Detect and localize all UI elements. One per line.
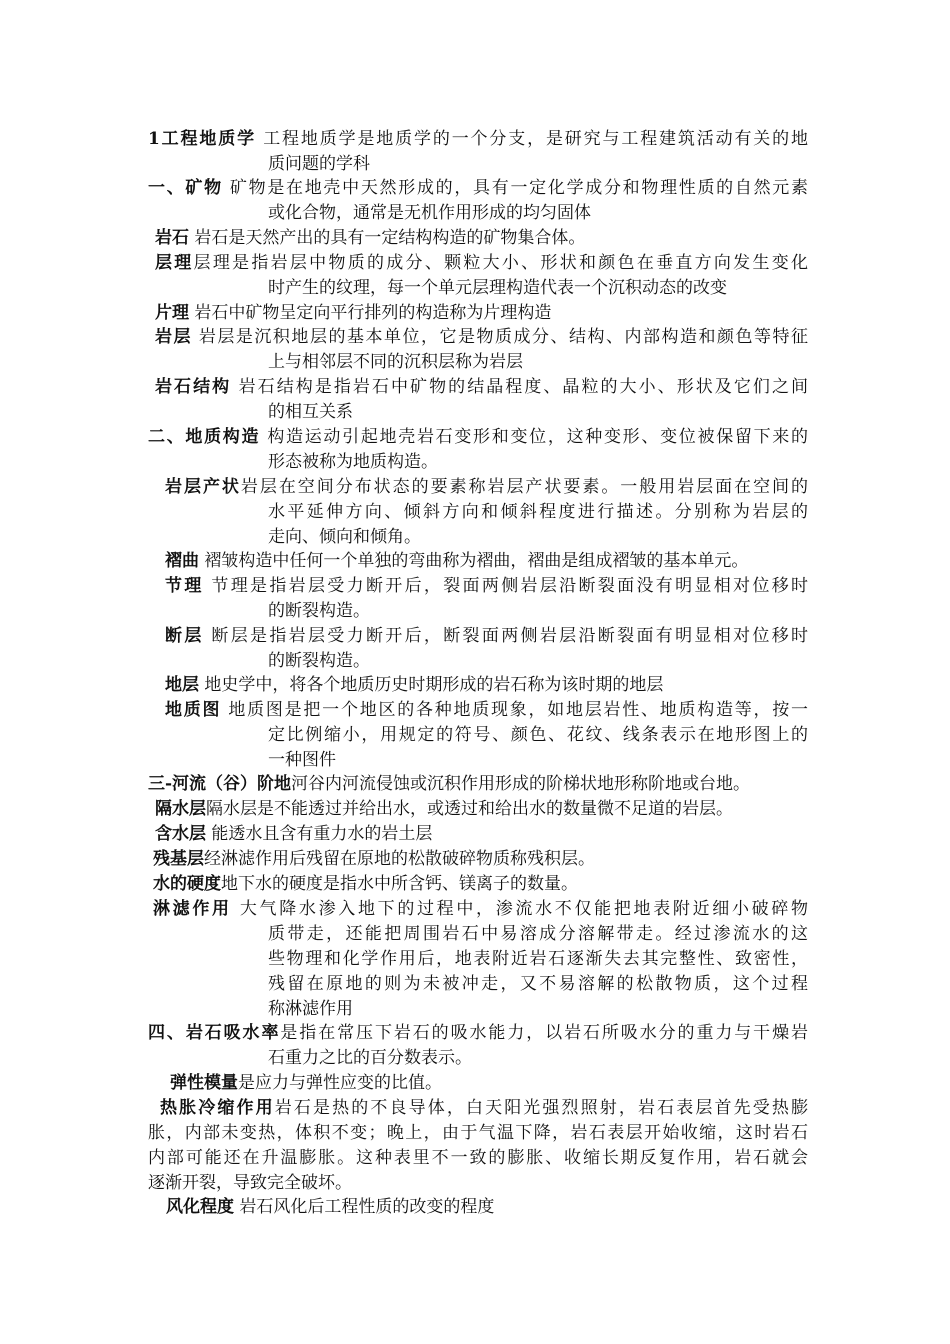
definition: 地下水的硬度是指水中所含钙、镁离子的数量。 [221, 874, 578, 894]
term: 断层 [165, 626, 204, 646]
definition: 节理是指岩层受力断开后，裂面两侧岩层沿断裂面没有明显相对位移时 [203, 576, 809, 596]
definition-continued: 石重力之比的百分数表示。 [268, 1048, 472, 1068]
term: 二、地质构造 [148, 427, 261, 447]
entry-schistosity [155, 301, 815, 326]
definition: 岩石中矿物呈定向平行排列的构造称为片理构造 [189, 303, 552, 323]
term: 岩石 [155, 228, 189, 248]
definition: 地史学中，将各个地质历史时期形成的岩石称为该时期的地层 [199, 675, 664, 695]
term: 水的硬度 [153, 874, 221, 894]
term: 地层 [165, 675, 199, 695]
definition-continued: 逐渐开裂，导致完全破坏。 [148, 1173, 352, 1193]
entry-aquifer [155, 822, 815, 847]
definition: 岩石是热的不良导体，白天阳光强烈照射，岩石表层首先受热膨 [274, 1098, 809, 1118]
definition-continued: 称淋滤作用 [268, 999, 353, 1019]
definition-continued: 的相互关系 [268, 402, 353, 422]
entry-weathering-degree [166, 1195, 826, 1220]
term: 含水层 [155, 824, 206, 844]
definition-continued: 质问题的学科 [268, 154, 370, 174]
entry-attitude [165, 475, 808, 550]
definition: 经淋滤作用后残留在原地的松散破碎物质称残积层。 [204, 849, 595, 869]
definition: 岩层是沉积地层的基本单位，它是物质成分、结构、内部构造和颜色等特征 [192, 327, 809, 347]
definition: 构造运动引起地壳岩石变形和变位，这种变形、变位被保留下来的 [260, 427, 808, 447]
definition: 岩层在空间分布状态的要素称岩层产状要素。一般用岩层面在空间的 [240, 477, 809, 497]
entry-water-hardness [153, 872, 813, 897]
entry-mineral [148, 176, 808, 226]
entry-joint [165, 574, 808, 624]
entry-aquiclude [155, 797, 808, 822]
definition: 河谷内河流侵蚀或沉积作用形成的阶梯状地形称阶地或台地。 [291, 774, 751, 794]
definition-continued: 形态被称为地质构造。 [268, 452, 438, 472]
entry-engineering-geology [148, 127, 808, 177]
term: 热胀冷缩作用 [160, 1098, 275, 1118]
definition: 矿物是在地壳中天然形成的，具有一定化学成分和物理性质的自然元素 [222, 178, 808, 198]
definition: 岩石是天然产出的具有一定结构构造的矿物集合体。 [189, 228, 586, 248]
entry-bedding [155, 251, 808, 301]
term: 隔水层 [155, 799, 206, 819]
term: 风化程度 [166, 1197, 234, 1217]
definition: 是应力与弹性应变的比值。 [238, 1073, 442, 1093]
term: 淋滤作用 [153, 899, 232, 919]
definition-continued: 一种图件 [268, 750, 336, 770]
entry-geological-map [165, 698, 808, 773]
entry-water-absorption [148, 1021, 808, 1071]
entry-rock [155, 226, 815, 251]
definition-continued: 的断裂构造。 [268, 601, 370, 621]
definition: 能透水且含有重力水的岩土层 [206, 824, 433, 844]
entry-fault [165, 624, 808, 674]
definition: 岩石结构是指岩石中矿物的结晶程度、晶粒的大小、形状及它们之间 [231, 377, 808, 397]
term: 层理 [155, 253, 194, 273]
definition-continued: 胀，内部未变热，体积不变；晚上，由于气温下降，岩石表层开始收缩，这时岩石 [148, 1123, 808, 1143]
definition: 是指在常压下岩石的吸水能力，以岩石所吸水分的重力与干燥岩 [280, 1023, 809, 1043]
entry-leaching [153, 897, 808, 1022]
definition: 岩石风化后工程性质的改变的程度 [234, 1197, 495, 1217]
entry-thermal-expansion [148, 1096, 808, 1196]
definition: 层理是指岩层中物质的成分、颗粒大小、形状和颜色在垂直方向发生变化 [193, 253, 808, 273]
term: 岩层 [155, 327, 193, 347]
term: 弹性模量 [170, 1073, 238, 1093]
definition-continued: 水平延伸方向、倾斜方向和倾斜程度进行描述。分别称为岩层的 [268, 502, 808, 522]
term: 残基层 [153, 849, 204, 869]
definition-continued: 定比例缩小，用规定的符号、颜色、花纹、线条表示在地形图上的 [268, 725, 808, 745]
definition-continued: 的断裂构造。 [268, 651, 370, 671]
definition: 隔水层是不能透过并给出水，或透过和给出水的数量微不足道的岩层。 [206, 799, 733, 819]
entry-river-terrace [148, 772, 808, 797]
entry-elastic-modulus [170, 1071, 830, 1096]
entry-stratum [165, 673, 808, 698]
definition-continued: 残留在原地的则为未被冲走，又不易溶解的松散物质，这个过程 [268, 974, 808, 994]
definition-continued: 上与相邻层不同的沉积层称为岩层 [268, 352, 523, 372]
definition: 大气降水渗入地下的过程中，渗流水不仅能把地表附近细小破碎物 [231, 899, 809, 919]
definition-continued: 质带走，还能把周围岩石中易溶成分溶解带走。经过渗流水的这 [268, 924, 808, 944]
definition-continued: 或化合物，通常是无机作用形成的均匀固体 [268, 203, 591, 223]
entry-fold [165, 549, 808, 574]
definition-continued: 走向、倾向和倾角。 [268, 527, 421, 547]
term: 褶曲 [165, 551, 199, 571]
term: 三-河流（谷）阶地 [148, 774, 292, 794]
entry-rock-texture [155, 375, 808, 425]
definition: 地质图是把一个地区的各种地质现象，如地层岩性、地质构造等，按一 [221, 700, 809, 720]
term: 岩石结构 [155, 377, 232, 397]
definition-continued: 时产生的纹理，每一个单元层理构造代表一个沉积动态的改变 [268, 278, 727, 298]
entry-geological-structure [148, 425, 808, 475]
term: 四、岩石吸水率 [148, 1023, 281, 1043]
term: 片理 [155, 303, 189, 323]
term: 一、矿物 [148, 178, 223, 198]
definition: 断层是指岩层受力断开后，断裂面两侧岩层沿断裂面有明显相对位移时 [203, 626, 809, 646]
definition: 褶皱构造中任何一个单独的弯曲称为褶曲，褶曲是组成褶皱的基本单元。 [199, 551, 749, 571]
term: 岩层产状 [165, 477, 241, 497]
term: 节理 [165, 576, 204, 596]
definition-continued: 些物理和化学作用后，地表附近岩石逐渐失去其完整性、致密性， [268, 949, 808, 969]
term: 地质图 [165, 700, 222, 720]
definition: 工程地质学是地质学的一个分支，是研究与工程建筑活动有关的地 [255, 129, 808, 149]
definition-continued: 内部可能还在升温膨胀。这种表里不一致的膨胀、收缩长期反复作用，岩石就会 [148, 1148, 808, 1168]
term: 1工程地质学 [148, 129, 256, 149]
entry-rock-layer [155, 325, 808, 375]
entry-residual-layer [153, 847, 813, 872]
